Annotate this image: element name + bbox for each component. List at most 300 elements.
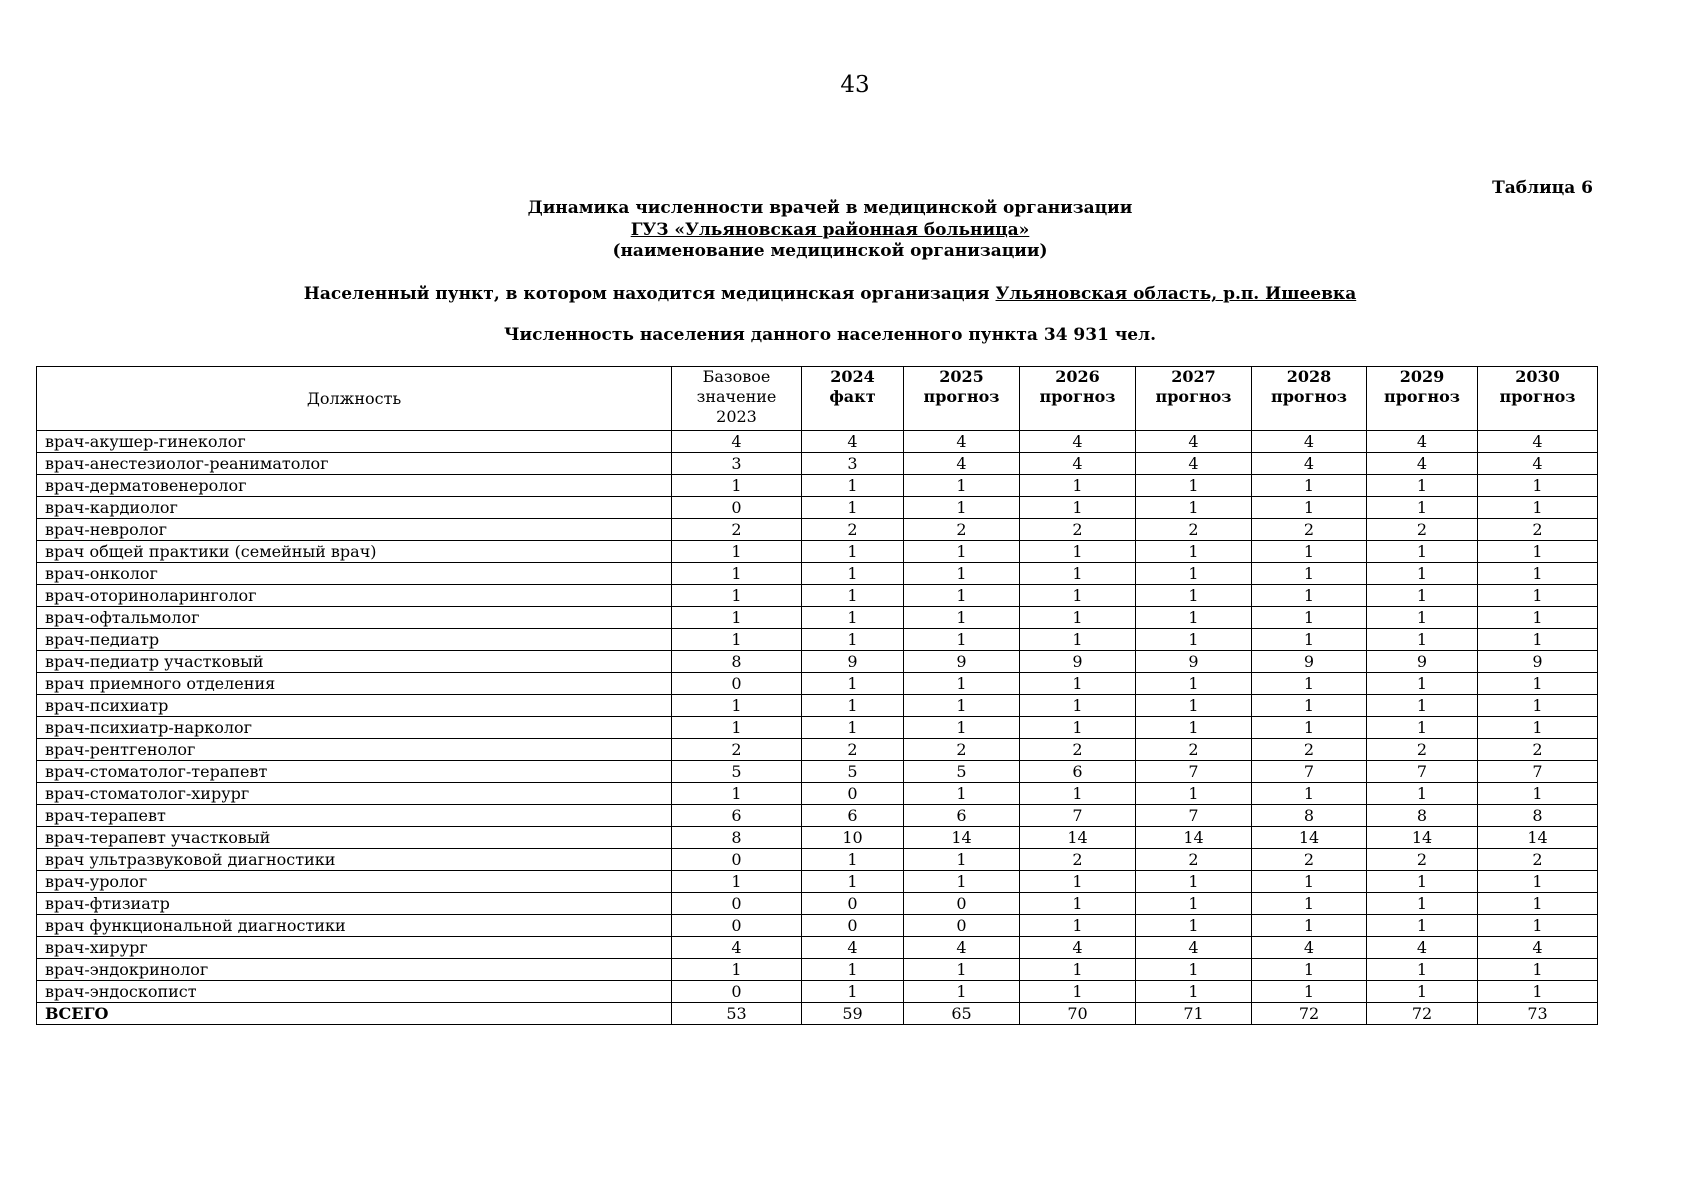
value-cell: 1 (1020, 673, 1136, 695)
table-row (37, 453, 1598, 475)
value-cell: 1 (1020, 893, 1136, 915)
value-cell: 0 (672, 893, 802, 915)
position-cell: врач-невролог (37, 519, 672, 541)
value-cell: 1 (1020, 871, 1136, 893)
value-cell: 5 (904, 761, 1020, 783)
value-cell: 71 (1136, 1003, 1252, 1025)
value-cell: 5 (672, 761, 802, 783)
value-cell: 1 (1020, 717, 1136, 739)
table-row (37, 629, 1598, 651)
value-cell: 1 (802, 607, 904, 629)
value-cell: 1 (1252, 629, 1367, 651)
value-cell: 9 (1020, 651, 1136, 673)
value-cell: 1 (1252, 541, 1367, 563)
value-cell: 1 (904, 629, 1020, 651)
table-row (37, 695, 1598, 717)
value-cell: 4 (904, 431, 1020, 453)
value-cell: 1 (1478, 629, 1598, 651)
value-cell: 2 (1367, 519, 1478, 541)
value-cell: 1 (1020, 563, 1136, 585)
value-cell: 1 (1136, 915, 1252, 937)
table-row (37, 915, 1598, 937)
value-cell: 1 (802, 871, 904, 893)
column-header-2028 (1252, 367, 1367, 431)
position-cell: врач-эндокринолог (37, 959, 672, 981)
value-cell: 1 (1367, 563, 1478, 585)
value-cell: 4 (904, 937, 1020, 959)
value-cell: 4 (802, 431, 904, 453)
value-cell: 1 (904, 475, 1020, 497)
value-cell: 1 (1020, 695, 1136, 717)
position-cell: ВСЕГО (37, 1003, 672, 1025)
value-cell: 1 (802, 673, 904, 695)
value-cell: 1 (1367, 717, 1478, 739)
value-cell: 1 (802, 629, 904, 651)
value-cell: 4 (1136, 937, 1252, 959)
value-cell: 1 (1367, 981, 1478, 1003)
value-cell: 1 (1367, 585, 1478, 607)
value-cell: 1 (1478, 915, 1598, 937)
value-cell: 2 (1478, 739, 1598, 761)
value-cell: 4 (1252, 431, 1367, 453)
locality-value: Ульяновская область, р.п. Ишеевка (995, 284, 1357, 304)
value-cell: 1 (802, 541, 904, 563)
value-cell: 4 (1252, 937, 1367, 959)
value-cell: 0 (672, 915, 802, 937)
value-cell: 1 (1478, 981, 1598, 1003)
column-header-year: 2028 (1286, 367, 1332, 386)
position-cell: врач-стоматолог-терапевт (37, 761, 672, 783)
value-cell: 1 (1367, 893, 1478, 915)
value-cell: 8 (1478, 805, 1598, 827)
value-cell: 1 (1367, 673, 1478, 695)
value-cell: 2 (1367, 849, 1478, 871)
table-body (37, 431, 1598, 1025)
value-cell: 9 (904, 651, 1020, 673)
position-cell: врач-оториноларинголог (37, 585, 672, 607)
value-cell: 65 (904, 1003, 1020, 1025)
value-cell: 1 (1020, 497, 1136, 519)
value-cell: 14 (1252, 827, 1367, 849)
table-row (37, 981, 1598, 1003)
value-cell: 1 (802, 717, 904, 739)
value-cell: 14 (1020, 827, 1136, 849)
value-cell: 8 (672, 651, 802, 673)
value-cell: 1 (1367, 871, 1478, 893)
value-cell: 1 (904, 959, 1020, 981)
value-cell: 7 (1478, 761, 1598, 783)
value-cell: 1 (1478, 607, 1598, 629)
population-line: Численность населения данного населенного пункта 34 931 чел. (503, 325, 1157, 345)
column-header-year: 2026 (1055, 367, 1100, 386)
value-cell: 1 (802, 497, 904, 519)
value-cell: 1 (1020, 629, 1136, 651)
column-header-2027 (1136, 367, 1252, 431)
value-cell: 1 (904, 783, 1020, 805)
value-cell: 0 (672, 849, 802, 871)
value-cell: 1 (1020, 585, 1136, 607)
column-header-base-2023: Базовое значение 2023 (672, 367, 802, 431)
value-cell: 2 (1020, 519, 1136, 541)
value-cell: 2 (802, 739, 904, 761)
value-cell: 1 (1252, 981, 1367, 1003)
document-title: Динамика численности врачей в медицинской организации (527, 198, 1133, 218)
value-cell: 1 (802, 585, 904, 607)
position-cell: врач-уролог (37, 871, 672, 893)
value-cell: 1 (1020, 475, 1136, 497)
value-cell: 1 (904, 607, 1020, 629)
value-cell: 7 (1136, 805, 1252, 827)
value-cell: 0 (802, 893, 904, 915)
value-cell: 1 (1020, 607, 1136, 629)
value-cell: 1 (1478, 871, 1598, 893)
value-cell: 1 (1252, 871, 1367, 893)
locality-prefix: Населенный пункт, в котором находится медицинская организация (303, 284, 990, 304)
value-cell: 1 (802, 695, 904, 717)
value-cell: 1 (802, 959, 904, 981)
table-row (37, 519, 1598, 541)
total-row (37, 1003, 1598, 1025)
value-cell: 4 (1136, 431, 1252, 453)
value-cell: 2 (1136, 519, 1252, 541)
value-cell: 1 (1252, 783, 1367, 805)
position-cell: врач-терапевт (37, 805, 672, 827)
value-cell: 5 (802, 761, 904, 783)
position-cell: врач-эндоскопист (37, 981, 672, 1003)
value-cell: 1 (1478, 695, 1598, 717)
value-cell: 70 (1020, 1003, 1136, 1025)
value-cell: 6 (802, 805, 904, 827)
value-cell: 1 (1478, 893, 1598, 915)
value-cell: 1 (904, 981, 1020, 1003)
value-cell: 1 (1367, 915, 1478, 937)
value-cell: 1 (904, 871, 1020, 893)
column-header-year: 2027 (1171, 367, 1216, 386)
value-cell: 1 (1478, 673, 1598, 695)
value-cell: 1 (1367, 475, 1478, 497)
value-cell: 1 (1136, 717, 1252, 739)
position-cell: врач-акушер-гинеколог (37, 431, 672, 453)
value-cell: 4 (1136, 453, 1252, 475)
value-cell: 1 (1136, 475, 1252, 497)
column-header-note: прогноз (1155, 387, 1232, 406)
value-cell: 1 (1136, 607, 1252, 629)
value-cell: 4 (1367, 431, 1478, 453)
value-cell: 1 (1478, 475, 1598, 497)
value-cell: 1 (1252, 475, 1367, 497)
table-row (37, 673, 1598, 695)
table-row (37, 607, 1598, 629)
value-cell: 1 (1367, 497, 1478, 519)
value-cell: 4 (1020, 937, 1136, 959)
value-cell: 59 (802, 1003, 904, 1025)
value-cell: 1 (672, 607, 802, 629)
organization-name: ГУЗ «Ульяновская районная больница» (630, 220, 1030, 240)
value-cell: 8 (1367, 805, 1478, 827)
value-cell: 1 (904, 673, 1020, 695)
value-cell: 8 (1252, 805, 1367, 827)
value-cell: 1 (672, 959, 802, 981)
value-cell: 9 (1136, 651, 1252, 673)
value-cell: 14 (1367, 827, 1478, 849)
column-header-note: прогноз (1271, 387, 1347, 406)
value-cell: 2 (904, 739, 1020, 761)
column-header-note: прогноз (1499, 387, 1576, 406)
value-cell: 1 (904, 585, 1020, 607)
table-row (37, 651, 1598, 673)
value-cell: 2 (1478, 519, 1598, 541)
value-cell: 1 (904, 541, 1020, 563)
value-cell: 6 (672, 805, 802, 827)
position-cell: врач-офтальмолог (37, 607, 672, 629)
value-cell: 1 (1136, 783, 1252, 805)
value-cell: 53 (672, 1003, 802, 1025)
value-cell: 4 (1367, 937, 1478, 959)
table-row (37, 761, 1598, 783)
table-row (37, 497, 1598, 519)
value-cell: 2 (1478, 849, 1598, 871)
value-cell: 1 (802, 981, 904, 1003)
value-cell: 7 (1020, 805, 1136, 827)
value-cell: 1 (904, 497, 1020, 519)
table-row (37, 827, 1598, 849)
value-cell: 0 (802, 915, 904, 937)
value-cell: 1 (1136, 981, 1252, 1003)
doctors-staffing-table (36, 366, 1598, 1025)
value-cell: 0 (672, 497, 802, 519)
value-cell: 6 (904, 805, 1020, 827)
value-cell: 9 (802, 651, 904, 673)
table-row (37, 563, 1598, 585)
position-cell: врач-психиатр-нарколог (37, 717, 672, 739)
locality-line (0, 284, 1660, 304)
value-cell: 0 (904, 893, 1020, 915)
table-row (37, 739, 1598, 761)
value-cell: 1 (1367, 959, 1478, 981)
value-cell: 1 (1252, 915, 1367, 937)
value-cell: 1 (672, 563, 802, 585)
position-cell: врач общей практики (семейный врач) (37, 541, 672, 563)
value-cell: 1 (1020, 981, 1136, 1003)
table-row (37, 431, 1598, 453)
value-cell: 1 (1252, 893, 1367, 915)
column-header-2026 (1020, 367, 1136, 431)
value-cell: 1 (1136, 497, 1252, 519)
column-header-year: 2030 (1515, 367, 1560, 386)
value-cell: 4 (1367, 453, 1478, 475)
value-cell: 1 (1478, 563, 1598, 585)
value-cell: 1 (1020, 959, 1136, 981)
value-cell: 14 (904, 827, 1020, 849)
page-number: 43 (840, 72, 870, 98)
position-cell: врач-хирург (37, 937, 672, 959)
table-row (37, 475, 1598, 497)
value-cell: 1 (904, 717, 1020, 739)
value-cell: 1 (1020, 541, 1136, 563)
value-cell: 2 (1252, 739, 1367, 761)
value-cell: 1 (802, 475, 904, 497)
value-cell: 7 (1367, 761, 1478, 783)
value-cell: 1 (672, 695, 802, 717)
position-cell: врач-педиатр (37, 629, 672, 651)
value-cell: 1 (672, 783, 802, 805)
value-cell: 14 (1136, 827, 1252, 849)
position-cell: врач-психиатр (37, 695, 672, 717)
table-row (37, 585, 1598, 607)
value-cell: 1 (1252, 673, 1367, 695)
value-cell: 0 (802, 783, 904, 805)
value-cell: 4 (1020, 431, 1136, 453)
value-cell: 1 (1367, 695, 1478, 717)
value-cell: 3 (672, 453, 802, 475)
value-cell: 1 (1136, 871, 1252, 893)
value-cell: 2 (1020, 739, 1136, 761)
value-cell: 1 (1252, 497, 1367, 519)
value-cell: 2 (1020, 849, 1136, 871)
value-cell: 0 (904, 915, 1020, 937)
value-cell: 1 (802, 563, 904, 585)
column-header-year: 2024 (830, 367, 875, 386)
value-cell: 1 (1136, 695, 1252, 717)
value-cell: 1 (1020, 915, 1136, 937)
value-cell: 1 (1252, 717, 1367, 739)
value-cell: 2 (904, 519, 1020, 541)
value-cell: 1 (1252, 959, 1367, 981)
value-cell: 0 (672, 673, 802, 695)
table-row (37, 849, 1598, 871)
value-cell: 2 (672, 519, 802, 541)
value-cell: 2 (1136, 739, 1252, 761)
value-cell: 1 (904, 563, 1020, 585)
organization-caption: (наименование медицинской организации) (612, 241, 1048, 261)
value-cell: 1 (672, 629, 802, 651)
value-cell: 1 (672, 475, 802, 497)
value-cell: 1 (1252, 695, 1367, 717)
table-row (37, 783, 1598, 805)
value-cell: 1 (1252, 585, 1367, 607)
value-cell: 1 (1367, 541, 1478, 563)
column-header-note: факт (829, 387, 876, 406)
position-cell: врач-фтизиатр (37, 893, 672, 915)
column-header-2025 (904, 367, 1020, 431)
table-row (37, 871, 1598, 893)
value-cell: 4 (1478, 937, 1598, 959)
value-cell: 2 (672, 739, 802, 761)
value-cell: 2 (1136, 849, 1252, 871)
position-cell: врач-дерматовенеролог (37, 475, 672, 497)
value-cell: 2 (802, 519, 904, 541)
value-cell: 4 (904, 453, 1020, 475)
value-cell: 1 (1136, 673, 1252, 695)
value-cell: 1 (672, 541, 802, 563)
value-cell: 1 (672, 871, 802, 893)
value-cell: 1 (1478, 783, 1598, 805)
value-cell: 1 (1136, 585, 1252, 607)
table-row (37, 937, 1598, 959)
value-cell: 2 (1252, 849, 1367, 871)
value-cell: 4 (1478, 431, 1598, 453)
position-cell: врач-терапевт участковый (37, 827, 672, 849)
value-cell: 9 (1252, 651, 1367, 673)
value-cell: 2 (1252, 519, 1367, 541)
table-row (37, 541, 1598, 563)
value-cell: 1 (1020, 783, 1136, 805)
position-cell: врач-онколог (37, 563, 672, 585)
position-cell: врач-стоматолог-хирург (37, 783, 672, 805)
value-cell: 1 (802, 849, 904, 871)
table-label: Таблица 6 (1492, 178, 1593, 198)
value-cell: 7 (1136, 761, 1252, 783)
position-cell: врач приемного отделения (37, 673, 672, 695)
value-cell: 1 (1367, 607, 1478, 629)
value-cell: 1 (1478, 497, 1598, 519)
table-row (37, 893, 1598, 915)
value-cell: 4 (672, 937, 802, 959)
column-header-year: 2029 (1399, 367, 1445, 386)
value-cell: 1 (1478, 959, 1598, 981)
value-cell: 4 (1020, 453, 1136, 475)
value-cell: 4 (802, 937, 904, 959)
value-cell: 1 (1478, 585, 1598, 607)
position-cell: врач-педиатр участковый (37, 651, 672, 673)
column-header-note: прогноз (1384, 387, 1460, 406)
value-cell: 4 (672, 431, 802, 453)
value-cell: 1 (1136, 541, 1252, 563)
value-cell: 10 (802, 827, 904, 849)
table-header-row (37, 367, 1598, 431)
column-header-position: Должность (37, 367, 672, 431)
column-header-year: 2025 (939, 367, 984, 386)
value-cell: 1 (1252, 563, 1367, 585)
value-cell: 2 (1367, 739, 1478, 761)
value-cell: 1 (1252, 607, 1367, 629)
value-cell: 3 (802, 453, 904, 475)
value-cell: 1 (672, 717, 802, 739)
value-cell: 8 (672, 827, 802, 849)
position-cell: врач ультразвуковой диагностики (37, 849, 672, 871)
value-cell: 1 (1478, 541, 1598, 563)
position-cell: врач-кардиолог (37, 497, 672, 519)
value-cell: 1 (1367, 783, 1478, 805)
column-header-2029 (1367, 367, 1478, 431)
value-cell: 7 (1252, 761, 1367, 783)
table-row (37, 717, 1598, 739)
value-cell: 4 (1252, 453, 1367, 475)
value-cell: 1 (1136, 629, 1252, 651)
value-cell: 1 (1136, 563, 1252, 585)
value-cell: 1 (904, 695, 1020, 717)
value-cell: 1 (1136, 893, 1252, 915)
column-header-2024 (802, 367, 904, 431)
value-cell: 6 (1020, 761, 1136, 783)
value-cell: 4 (1478, 453, 1598, 475)
value-cell: 1 (1478, 717, 1598, 739)
organization-name-line (0, 220, 1660, 240)
column-header-note: прогноз (923, 387, 1000, 406)
value-cell: 1 (1367, 629, 1478, 651)
value-cell: 72 (1252, 1003, 1367, 1025)
position-cell: врач-рентгенолог (37, 739, 672, 761)
position-cell: врач-анестезиолог-реаниматолог (37, 453, 672, 475)
value-cell: 9 (1478, 651, 1598, 673)
table-row (37, 959, 1598, 981)
position-cell: врач функциональной диагностики (37, 915, 672, 937)
table-row (37, 805, 1598, 827)
value-cell: 9 (1367, 651, 1478, 673)
value-cell: 0 (672, 981, 802, 1003)
value-cell: 1 (1136, 959, 1252, 981)
column-header-2030 (1478, 367, 1598, 431)
